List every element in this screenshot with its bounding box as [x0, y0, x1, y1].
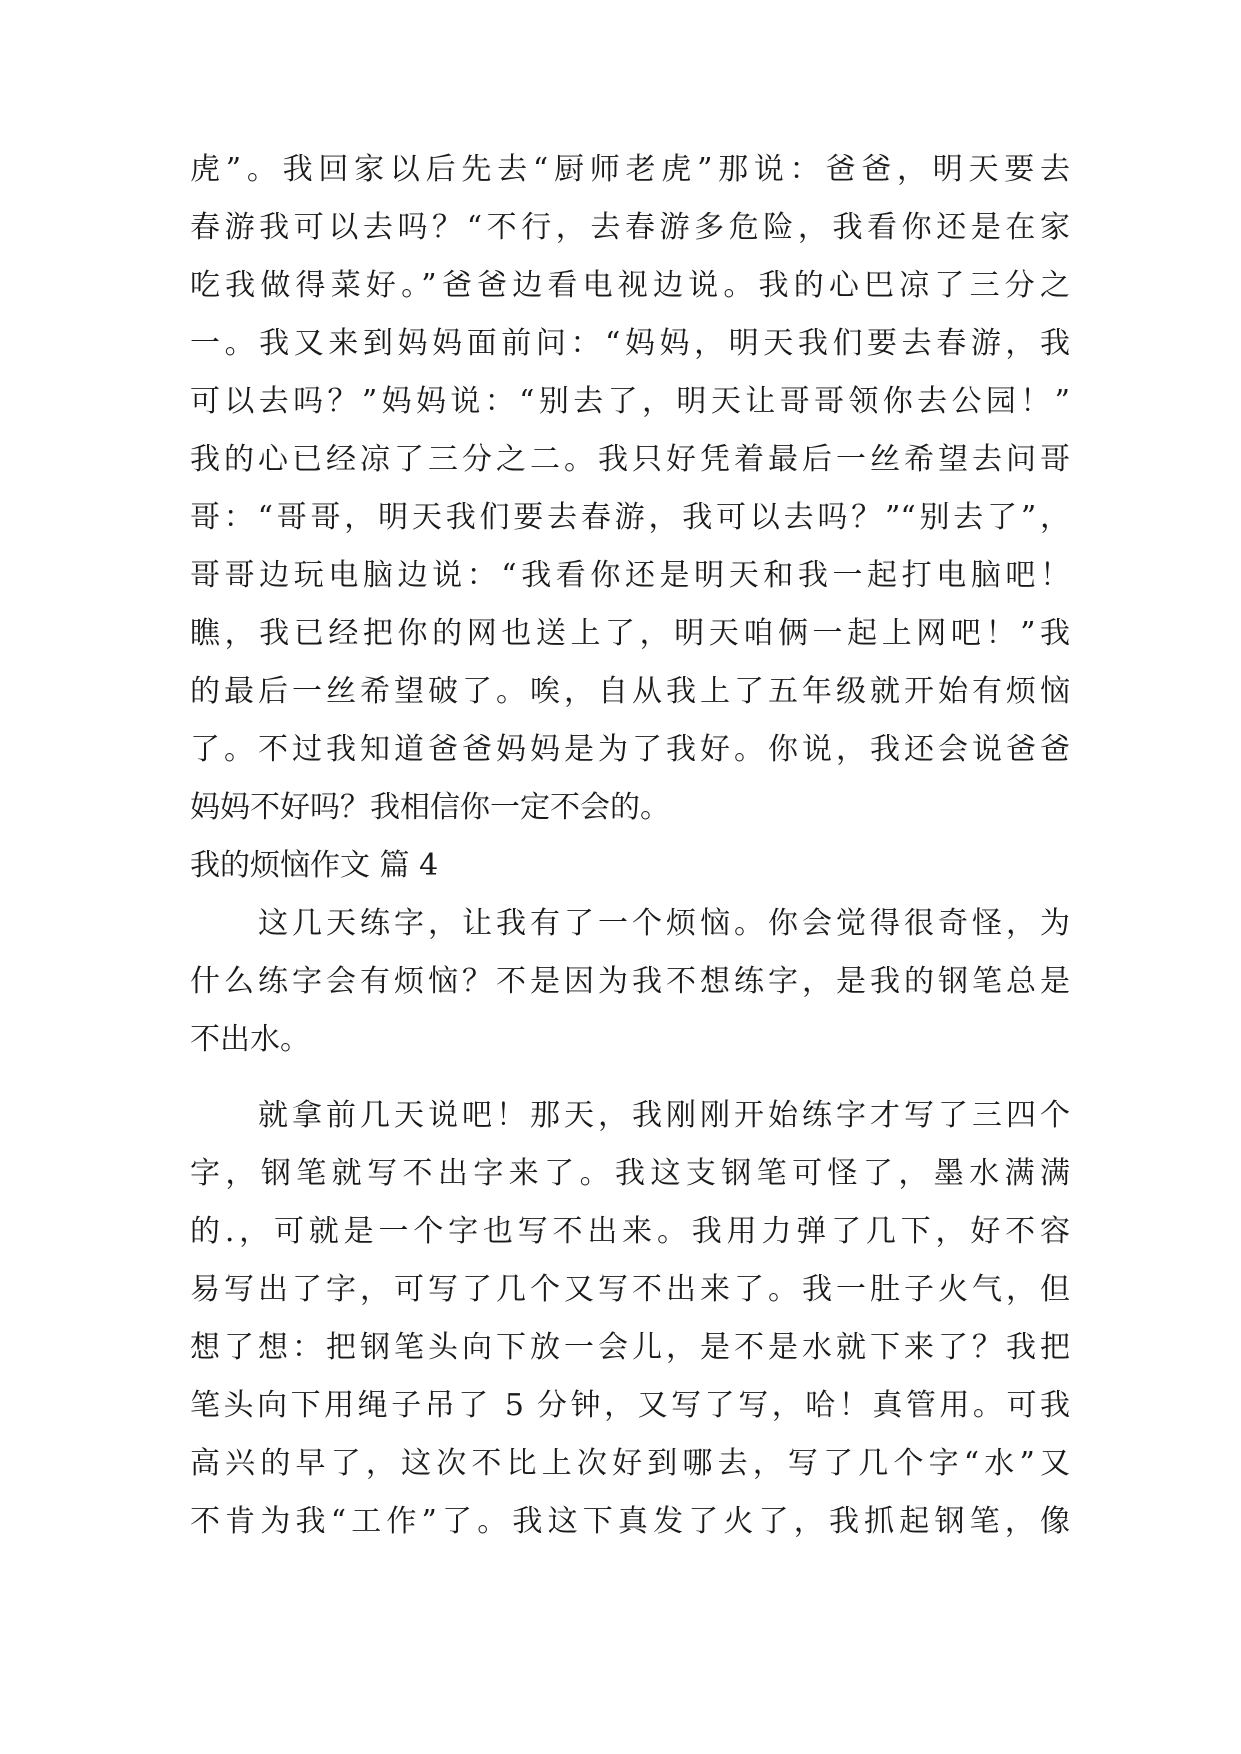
paragraph-3-line: 易写出了字，可写了几个又写不出来了。我一肚子火气，但	[190, 1272, 1070, 1307]
paragraph-3-line: 就拿前几天说吧！那天，我刚刚开始练字才写了三四个	[258, 1098, 1070, 1133]
paragraph-2-line: 这几天练字，让我有了一个烦恼。你会觉得很奇怪，为	[258, 906, 1070, 941]
paragraph-1-line: 哥哥边玩电脑边说：“我看你还是明天和我一起打电脑吧！	[190, 558, 1070, 593]
paragraph-3-line: 笔头向下用绳子吊了 5 分钟，又写了写，哈！真管用。可我	[190, 1388, 1070, 1423]
paragraph-1-line: 吃我做得菜好。”爸爸边看电视边说。我的心巴凉了三分之	[190, 268, 1070, 303]
paragraph-1-line: 了。不过我知道爸爸妈妈是为了我好。你说，我还会说爸爸	[190, 732, 1070, 767]
paragraph-3-line: 高兴的早了，这次不比上次好到哪去，写了几个字“水”又	[190, 1446, 1070, 1481]
section-heading: 我的烦恼作文 篇 4	[190, 848, 439, 883]
paragraph-1-line: 的最后一丝希望破了。唉，自从我上了五年级就开始有烦恼	[190, 674, 1070, 709]
paragraph-1-line: 我的心已经凉了三分之二。我只好凭着最后一丝希望去问哥	[190, 442, 1070, 477]
paragraph-1-line: 哥：“哥哥，明天我们要去春游，我可以去吗？”“别去了”，	[190, 500, 1070, 535]
paragraph-3-line: 字，钢笔就写不出字来了。我这支钢笔可怪了，墨水满满	[190, 1156, 1070, 1191]
paragraph-3-line: 想了想：把钢笔头向下放一会儿，是不是水就下来了？我把	[190, 1330, 1070, 1365]
paragraph-1-line: 一。我又来到妈妈面前问：“妈妈，明天我们要去春游，我	[190, 326, 1070, 361]
paragraph-1-line: 虎”。我回家以后先去“厨师老虎”那说：爸爸，明天要去	[190, 152, 1070, 187]
paragraph-1-line: 可以去吗？”妈妈说：“别去了，明天让哥哥领你去公园！”	[190, 384, 1070, 419]
paragraph-3-line: 不肯为我“工作”了。我这下真发了火了，我抓起钢笔，像	[190, 1504, 1070, 1539]
paragraph-1-line: 春游我可以去吗？“不行，去春游多危险，我看你还是在家	[190, 210, 1070, 245]
paragraph-2-line: 什么练字会有烦恼？不是因为我不想练字，是我的钢笔总是	[190, 964, 1070, 999]
paragraph-1-line: 瞧，我已经把你的网也送上了，明天咱俩一起上网吧！”我	[190, 616, 1070, 651]
paragraph-2-line: 不出水。	[190, 1022, 310, 1057]
paragraph-1-line: 妈妈不好吗？我相信你一定不会的。	[190, 790, 670, 825]
paragraph-3-line: 的.，可就是一个字也写不出来。我用力弹了几下，好不容	[190, 1214, 1070, 1249]
